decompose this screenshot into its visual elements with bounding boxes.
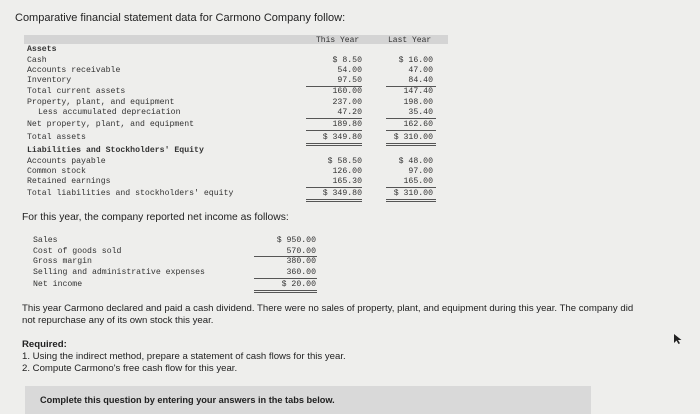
row-label-assets: Assets xyxy=(27,45,57,54)
row-label-cash: Cash xyxy=(27,56,47,65)
underline xyxy=(306,187,362,188)
double-underline xyxy=(386,199,436,202)
row-label-accounts-receivable: Accounts receivable xyxy=(27,66,121,75)
ar-this-year: 54.00 xyxy=(337,66,362,75)
info-paragraph: This year Carmono declared and paid a cash dividend. There were no sales of property, plant, and equipment during this year. The company did not repurchase any of its own stock this year. xyxy=(22,303,634,326)
required-item-1: 1. Using the indirect method, prepare a statement of cash flows for this year. xyxy=(22,351,346,362)
income-value-cogs: 570.00 xyxy=(286,247,316,256)
underline xyxy=(386,130,436,131)
column-header-last-year: Last Year xyxy=(388,36,432,45)
row-label-common-stock: Common stock xyxy=(27,167,86,176)
row-label-liabilities-equity: Liabilities and Stockholders' Equity xyxy=(27,146,204,155)
row-label-inventory: Inventory xyxy=(27,76,72,85)
tca-last-year: 147.40 xyxy=(403,87,433,96)
net-ppe-last-year: 162.60 xyxy=(403,120,433,129)
underline xyxy=(386,118,436,119)
inventory-last-year: 84.40 xyxy=(408,76,433,85)
ar-last-year: 47.00 xyxy=(408,66,433,75)
column-header-this-year: This Year xyxy=(316,36,360,45)
ppe-this-year: 237.00 xyxy=(332,98,362,107)
underline xyxy=(306,118,362,119)
accum-dep-this-year: 47.20 xyxy=(337,108,362,117)
row-label-total-liabilities-equity: Total liabilities and stockholders' equity xyxy=(27,189,234,198)
cash-last-year: $ 16.00 xyxy=(398,56,433,65)
underline xyxy=(254,278,317,279)
income-label-sales: Sales xyxy=(33,236,58,245)
ap-this-year: $ 58.50 xyxy=(327,157,362,166)
income-label-cogs: Cost of goods sold xyxy=(33,247,122,256)
required-item-2: 2. Compute Carmono's free cash flow for this year. xyxy=(22,363,238,374)
income-label-sga: Selling and administrative expenses xyxy=(33,268,205,277)
balance-sheet-header xyxy=(24,35,448,44)
double-underline xyxy=(254,290,317,293)
total-le-this-year: $ 349.80 xyxy=(322,189,362,198)
income-value-sales: $ 950.00 xyxy=(276,236,316,245)
row-label-net-ppe: Net property, plant, and equipment xyxy=(27,120,195,129)
row-label-accumulated-depreciation: Less accumulated depreciation xyxy=(38,108,181,117)
double-underline xyxy=(386,143,436,146)
row-label-ppe: Property, plant, and equipment xyxy=(27,98,175,107)
intro-text: Comparative financial statement data for Carmono Company follow: xyxy=(15,12,346,24)
common-stock-last-year: 97.00 xyxy=(408,167,433,176)
re-this-year: 165.30 xyxy=(332,177,362,186)
ap-last-year: $ 48.00 xyxy=(398,157,433,166)
row-label-retained-earnings: Retained earnings xyxy=(27,177,111,186)
row-label-total-assets: Total assets xyxy=(27,133,86,142)
underline xyxy=(386,187,436,188)
total-le-last-year: $ 310.00 xyxy=(393,189,433,198)
cash-this-year: $ 8.50 xyxy=(332,56,362,65)
double-underline xyxy=(306,199,362,202)
income-value-gross-margin: 380.00 xyxy=(286,257,316,266)
ppe-last-year: 198.00 xyxy=(403,98,433,107)
income-intro-text: For this year, the company reported net income as follows: xyxy=(22,212,289,223)
total-assets-last-year: $ 310.00 xyxy=(393,133,433,142)
mouse-cursor-icon xyxy=(673,333,683,348)
inventory-this-year: 97.50 xyxy=(337,76,362,85)
income-label-gross-margin: Gross margin xyxy=(33,257,92,266)
tca-this-year: 160.00 xyxy=(332,87,362,96)
double-underline xyxy=(306,143,362,146)
income-value-net-income: $ 20.00 xyxy=(281,280,316,289)
income-label-net-income: Net income xyxy=(33,280,83,289)
row-label-total-current-assets: Total current assets xyxy=(27,87,126,96)
complete-question-banner xyxy=(25,386,591,414)
income-value-sga: 360.00 xyxy=(286,268,316,277)
underline xyxy=(306,130,362,131)
re-last-year: 165.00 xyxy=(403,177,433,186)
net-ppe-this-year: 189.80 xyxy=(332,120,362,129)
common-stock-this-year: 126.00 xyxy=(332,167,362,176)
total-assets-this-year: $ 349.80 xyxy=(322,133,362,142)
complete-question-text: Complete this question by entering your answers in the tabs below. xyxy=(40,395,335,405)
required-heading: Required: xyxy=(22,339,67,350)
row-label-accounts-payable: Accounts payable xyxy=(27,157,106,166)
accum-dep-last-year: 35.40 xyxy=(408,108,433,117)
